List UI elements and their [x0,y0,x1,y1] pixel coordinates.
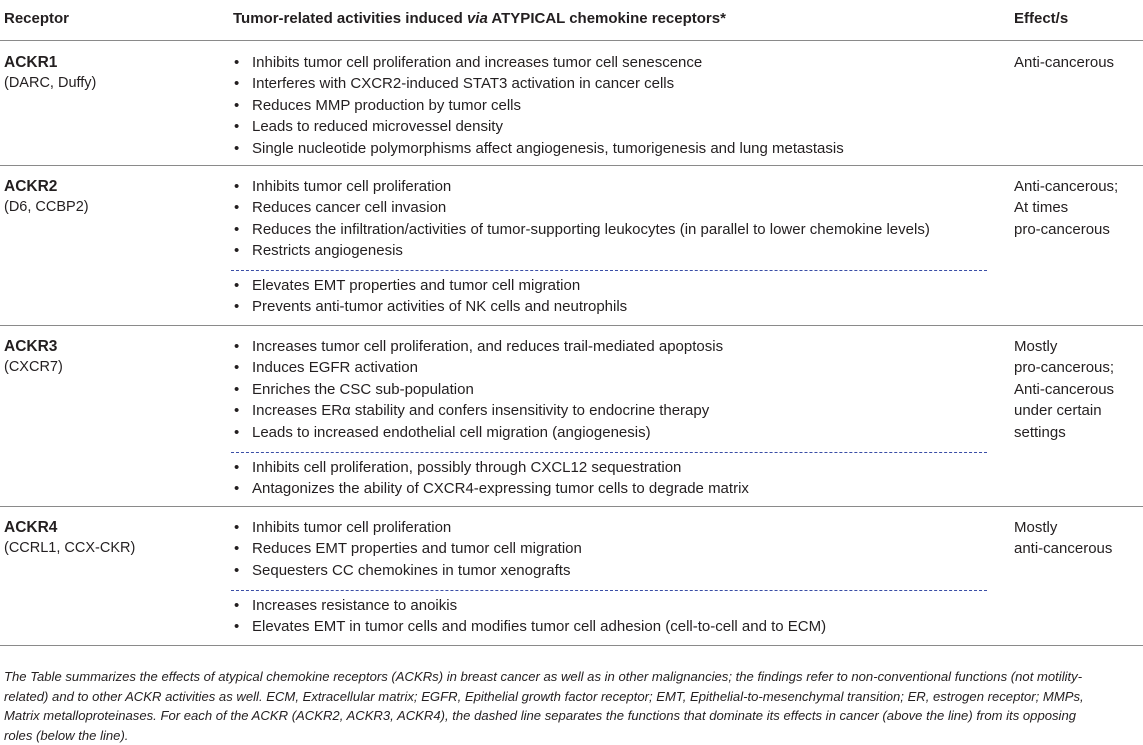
header-activities-post: ATYPICAL chemokine receptors* [487,10,726,27]
effect-line: anti-cancerous [1014,540,1113,558]
footnote-line: roles (below the line). [4,727,129,743]
footnote-line: Matrix metalloproteinases. For each of the ACKR (ACKR2, ACKR3, ACKR4), the dashed line separates the functions that dominate its effects in cancer (above the line) from its opposing [4,708,1077,724]
activity-item: • Reduces cancer cell invasion [233,197,930,218]
activity-item: • Enriches the CSC sub-population [233,379,723,400]
activity-item: • Increases resistance to anoikis [233,595,826,616]
effect-line: Mostly [1014,519,1058,536]
dashed-separator [231,270,987,271]
effect-line: pro-cancerous; [1014,359,1115,377]
activity-item: • Leads to reduced microvessel density [233,116,844,137]
activity-list-above [233,176,930,262]
activity-list-above [233,517,582,581]
receptor-alias: (CCRL1, CCX-CKR) [4,540,136,556]
activity-item: • Reduces MMP production by tumor cells [233,95,844,116]
activity-item: • Antagonizes the ability of CXCR4-expressing tumor cells to degrade matrix [233,478,749,499]
activity-item: • Induces EGFR activation [233,357,723,378]
activity-item: • Restricts angiogenesis [233,240,930,261]
activity-item: • Reduces the infiltration/activities of tumor-supporting leukocytes (in parallel to lower chemokine levels) [233,219,930,240]
activity-item: • Single nucleotide polymorphisms affect angiogenesis, tumorigenesis and lung metastasis [233,138,844,159]
receptor-name: ACKR4 [4,519,58,536]
header-activities [233,8,726,29]
activity-item: • Interferes with CXCR2-induced STAT3 activation in cancer cells [233,73,844,94]
activity-list-below [233,275,627,318]
effect-cell [1014,176,1118,240]
activity-item: • Inhibits tumor cell proliferation [233,176,930,197]
activity-item: • Leads to increased endothelial cell migration (angiogenesis) [233,422,723,443]
activity-item: • Reduces EMT properties and tumor cell migration [233,538,582,559]
footnote-line: related) and to other ACKR activities as well. ECM, Extracellular matrix; EGFR, Epithelial growth factor receptor; EMT, Epithelial-to-mesenchymal transition; ER, estrogen receptor; MMPs, [4,688,1084,704]
activity-item: • Elevates EMT in tumor cells and modifies tumor cell adhesion (cell-to-cell and to ECM) [233,616,826,637]
activity-item: • Inhibits tumor cell proliferation and increases tumor cell senescence [233,52,844,73]
header-receptor: Receptor [4,10,70,27]
activity-item: • Inhibits cell proliferation, possibly through CXCL12 sequestration [233,457,749,478]
receptor-name: ACKR3 [4,338,58,355]
effect-line: Mostly [1014,338,1058,355]
activity-item: • Sequesters CC chemokines in tumor xenografts [233,560,582,581]
receptor-alias: (CXCR7) [4,359,63,375]
effect-cell [1014,336,1114,443]
effect-cell [1014,517,1112,560]
receptor-alias: (DARC, Duffy) [4,75,97,91]
activity-item: • Inhibits tumor cell proliferation [233,517,582,538]
table-bottom-rule [0,645,1143,646]
row-separator [0,165,1143,166]
header-activities-pre: Tumor-related activities induced [233,10,467,27]
table-footnote [4,667,1142,745]
row-separator [0,506,1143,507]
receptor-alias: (D6, CCBP2) [4,199,89,215]
activity-item: • Elevates EMT properties and tumor cell migration [233,275,627,296]
effect-cell [1014,52,1114,73]
effect-line: At times [1014,199,1069,217]
header-activities-via: via [466,10,488,27]
activity-item: • Increases ERα stability and confers insensitivity to endocrine therapy [233,400,723,421]
activity-list-below [233,457,749,500]
dashed-separator [231,452,987,453]
effect-line: Anti-cancerous; [1014,178,1119,195]
header-rule [0,40,1143,41]
header-effects: Effect/s [1014,10,1069,27]
receptor-name: ACKR2 [4,178,58,195]
effect-line: pro-cancerous [1014,220,1110,238]
activity-list-below [233,595,826,638]
effect-line: settings [1014,423,1066,441]
activity-item: • Increases tumor cell proliferation, and reduces trail-mediated apoptosis [233,336,723,357]
effect-line: Anti-cancerous [1014,380,1115,398]
effect-line: Anti-cancerous [1014,54,1115,71]
activity-list-above [233,336,723,443]
footnote-line: The Table summarizes the effects of atypical chemokine receptors (ACKRs) in breast cancer as well as in other malignancies; the findings refer to non-conventional functions (not motility- [4,669,1083,684]
activity-item: • Prevents anti-tumor activities of NK cells and neutrophils [233,296,627,317]
effect-line: under certain [1014,402,1102,420]
activity-list-above [233,52,844,159]
dashed-separator [231,590,987,591]
receptor-name: ACKR1 [4,54,58,71]
row-separator [0,325,1143,326]
